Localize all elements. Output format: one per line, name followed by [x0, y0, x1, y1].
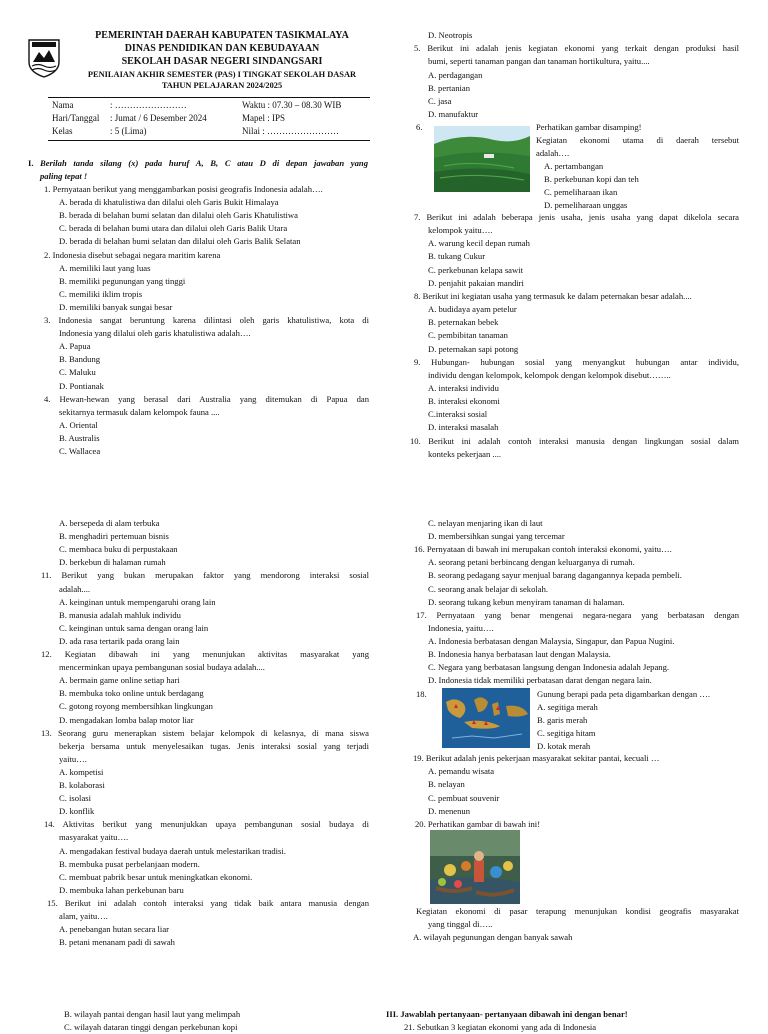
answer-option: C. nelayan menjaring ikan di laut [428, 518, 543, 528]
answer-option: D. Pontianak [59, 380, 104, 391]
answer-option: D. konflik [59, 806, 95, 817]
answer-option: C. pembibitan tanaman [428, 330, 508, 341]
section-instruction-2: paling tepat ! [40, 171, 88, 181]
floating-market-photo [430, 830, 520, 904]
answer-option: B. Indonesia hanya berbatasan laut dengan Malaysia. [428, 649, 611, 659]
question-stem: 8. Berikut ini kegiatan usaha yang termasuk ke dalam peternakan besar adalah.... [414, 290, 692, 301]
answer-option: B. memiliki pegunungan yang tinggi [59, 275, 186, 286]
answer-option: B. pertanian [428, 82, 470, 93]
header-line-3: SEKOLAH DASAR NEGERI SINDANGSARI [121, 56, 323, 67]
answer-option: C. memiliki iklim tropis [59, 288, 143, 299]
answer-option: B. petani menanam padi di sawah [59, 937, 175, 948]
hari-value: : Jumat / 6 Desember 2024 [110, 113, 207, 123]
question-stem: 5. Berikut ini adalah jenis kegiatan ekonomi yang terkait dengan produksi hasil [414, 43, 739, 54]
q18-option-d: D. kotak merah [537, 741, 591, 751]
question-text: masyarakat yaitu…. [59, 832, 129, 843]
question-stem: 4. Hewan-hewan yang berasal dari Australia yang ditemukan di Papua dan [44, 393, 369, 404]
question-text: Indonesia, yaitu…. [428, 622, 494, 633]
answer-option: A. kompetisi [59, 766, 104, 777]
answer-option: B. peternakan bebek [428, 317, 499, 328]
section-instruction-1: Berilah tanda silang (x) pada huruf A, B, C atau D di depan jawaban yang [40, 158, 368, 168]
answer-option: C. membaca buku di perpustakaan [59, 544, 178, 555]
answer-option: C. membuat pabrik besar untuk meningkatkan ekonomi. [59, 871, 253, 882]
answer-option: C. Negara yang berbatasan langsung dengan Indonesia adalah Jepang. [428, 662, 670, 673]
q6-option-b: B. perkebunan kopi dan teh [544, 174, 639, 184]
question-text: adalah.... [59, 583, 91, 594]
answer-option: C. gotong royong membersihkan lingkungan [59, 701, 213, 712]
answer-option: B. nelayan [428, 779, 465, 790]
answer-option: A. memiliki laut yang luas [59, 262, 151, 273]
q20-option-a: A. wilayah pegunungan dengan banyak sawah [413, 932, 573, 942]
answer-option: C. perkebunan kelapa sawit [428, 264, 523, 275]
answer-option: A. Oriental [59, 419, 98, 430]
answer-option: A. budidaya ayam petelur [428, 304, 517, 315]
q18-option-b: B. garis merah [537, 715, 588, 725]
answer-option: C. berada di belahan bumi utara dan dilalui oleh Garis Balik Utara [59, 223, 288, 234]
answer-option: D. ada rasa tertarik pada orang lain [59, 635, 180, 646]
answer-option: A. keinginan untuk mempengaruhi orang lain [59, 596, 216, 607]
question-text: mencerminkan upaya pembangunan sosial budaya adalah.... [59, 662, 265, 673]
question-stem: 12. Kegiatan dibawah ini yang menunjukan aktivitas masyarakat yang [41, 649, 369, 659]
question-stem: 9. Hubungan- hubungan sosial yang menyangkut hubungan antar individu, [414, 356, 739, 367]
question-text: individu dengan kelompok, kelompok dengan kelompok disebut…….. [428, 369, 671, 380]
footer-left-line-2: C. wilayah dataran tinggi dengan perkebunan kopi [64, 1022, 238, 1032]
question-stem: 2. Indonesia disebut sebagai negara maritim karena [44, 249, 221, 260]
answer-option: B. membuka toko online untuk berdagang [59, 688, 204, 699]
answer-option: B. menghadiri pertemuan bisnis [59, 531, 169, 542]
q6-line-1: Perhatikan gambar disamping! [536, 122, 642, 132]
section-3-heading: III. Jawablah pertanyaan- pertanyaan dibawah ini dengan benar! [386, 1009, 628, 1019]
q20-stem-2: yang tinggal di….. [428, 919, 493, 929]
q18-option-c: C. segitiga hitam [537, 728, 596, 738]
question-text: konteks pekerjaan .... [428, 448, 502, 459]
answer-option: B. kolaborasi [59, 780, 105, 790]
answer-option: D. berada di belahan bumi selatan dan dilalui oleh Garis Balik Selatan [59, 236, 301, 247]
question-text: bekerja bersama untuk menyelesaikan tugas. Jenis interaksi sosial yang terjadi [59, 740, 369, 751]
answer-option: A. pemandu wisata [428, 766, 495, 777]
answer-option: D. manufaktur [428, 109, 479, 120]
section-number: I. [28, 158, 34, 168]
question-stem: 3. Indonesia sangat beruntung karena dilintasi oleh garis khatulistiwa, kota di [44, 315, 369, 325]
answer-option: C. jasa [428, 96, 452, 106]
answer-option: C. seorang anak belajar di sekolah. [428, 583, 549, 594]
answer-option: B. Australis [59, 432, 100, 443]
answer-option: A. mengadakan festival budaya daerah untuk melestarikan tradisi. [59, 845, 286, 856]
hari-label: Hari/Tanggal [52, 113, 100, 123]
q6-option-a: A. pertambangan [544, 161, 604, 171]
answer-option: A. seorang petani berbincang dengan keluarganya di rumah. [428, 557, 635, 568]
question-stem: 13. Seorang guru menerapkan sistem belajar kelompok di kelasnya, di mana siswa [41, 727, 369, 738]
answer-option: D. memiliki banyak sungai besar [59, 301, 173, 312]
question-stem: 19. Berikut adalah jenis pekerjaan masyarakat sekitar pantai, kecuali … [413, 753, 660, 763]
mapel-value: Mapel : IPS [242, 113, 286, 123]
answer-option: C.interaksi sosial [428, 409, 488, 420]
header-line-2: DINAS PENDIDIKAN DAN KEBUDAYAAN [124, 43, 320, 54]
q20-stem-1: Kegiatan ekonomi di pasar terapung menunjukan kondisi geografis masyarakat [416, 906, 739, 916]
q18-stem: Gunung berapi pada peta digambarkan dengan …. [537, 689, 711, 699]
question-text: sekitarnya termasuk dalam kelompok fauna .... [59, 406, 220, 417]
answer-option: A. penebangan hutan secara liar [59, 924, 169, 935]
question-text: yaitu…. [59, 753, 87, 764]
question-stem: 16. Pernyataan di bawah ini merupakan contoh interaksi ekonomi, yaitu…. [414, 544, 672, 555]
answer-option: A. perdagangan [428, 69, 483, 80]
waktu-value: Waktu : 07.30 – 08.30 WIB [242, 100, 342, 110]
volcano-map-image [442, 688, 530, 748]
question-stem: 7. Berikut ini adalah beberapa jenis usaha, jenis usaha yang dapat dikelola secara [414, 212, 739, 222]
answer-option: A. bermain game online setiap hari [59, 675, 180, 686]
answer-option: B. seorang pedagang sayur menjual barang dagangannya kepada pembeli. [428, 570, 682, 581]
school-header [22, 28, 382, 94]
q18-number: 18. [416, 689, 427, 699]
header-line-4: PENILAIAN AKHIR SEMESTER (PAS) I TINGKAT SEKOLAH DASAR [87, 70, 357, 79]
answer-option: D. peternakan sapi potong [428, 343, 519, 354]
answer-option: D. membuka lahan perkebunan baru [59, 884, 184, 895]
question-text: kelompok yaitu…. [428, 225, 493, 236]
answer-option: A. berada di khatulistiwa dan dilalui oleh Garis Bukit Himalaya [59, 197, 279, 208]
question-stem: 17. Pernyataan yang benar mengenai negara-negara yang berbatasan dengan [416, 609, 739, 620]
question-stem: 14. Aktivitas berikut yang menunjukkan upaya pembangunan sosial budaya di [44, 819, 369, 830]
regency-logo-icon [26, 36, 62, 78]
kelas-value: : 5 (Lima) [110, 126, 147, 136]
answer-option: C. Wallacea [59, 446, 101, 456]
q6-option-c: C. pemeliharaan ikan [544, 187, 618, 197]
kelas-label: Kelas [52, 126, 73, 136]
nama-label: Nama [52, 100, 74, 110]
answer-option: D. seorang tukang kebun menyiram tanaman di halaman. [428, 596, 625, 607]
answer-option: D. interaksi masalah [428, 422, 499, 433]
answer-option: D. Neotropis [428, 30, 473, 40]
answer-option: D. berkebun di halaman rumah [59, 557, 166, 568]
header-line-5: TAHUN PELAJARAN 2024/2025 [161, 81, 283, 90]
question-stem: 10. Berikut ini adalah contoh interaksi manusia dengan lingkungan sosial dalam [410, 435, 739, 446]
answer-option: A. interaksi individu [428, 382, 499, 393]
answer-option: D. Indonesia tidak memiliki perbatasan darat dengan negara lain. [428, 675, 652, 686]
answer-option: C. Maluku [59, 367, 96, 378]
answer-option: A. Indonesia berbatasan dengan Malaysia, Singapur, dan Papua Nugini. [428, 635, 675, 646]
question-stem: 11. Berikut yang bukan merupakan faktor yang mendorong interaksi sosial [41, 570, 369, 581]
question-text: alam, yaitu…. [59, 911, 108, 921]
answer-option: B. membuka pusat perbelanjaan modern. [59, 858, 200, 869]
question-stem: 1. Pernyataan berikut yang menggambarkan posisi geografis Indonesia adalah…. [44, 184, 323, 194]
question-stem: 15. Berikut ini adalah contoh interaksi yang tidak baik antara manusia dengan [47, 897, 369, 908]
answer-option: B. tukang Cukur [428, 251, 486, 262]
answer-option: B. Bandung [59, 354, 101, 365]
answer-option: C. pembuat souvenir [428, 792, 500, 803]
q6-option-d: D. pemeliharaan unggas [544, 200, 628, 210]
nama-field[interactable]: : …………………… [110, 100, 187, 110]
footer-left-line: B. wilayah pantai dengan hasil laut yang melimpah [64, 1009, 241, 1019]
answer-option: B. manusia adalah mahluk individu [59, 609, 181, 620]
footer-right-line-2: 21. Sebutkan 3 kegiatan ekonomi yang ada di Indonesia [404, 1022, 597, 1032]
answer-option: A. Papua [59, 341, 91, 352]
answer-option: A. bersepeda di alam terbuka [59, 518, 160, 528]
student-info-box [48, 97, 370, 141]
tea-plantation-photo [434, 126, 530, 192]
q6-number: 6. [416, 122, 423, 132]
q6-line-3: adalah…. [536, 148, 570, 158]
answer-option: C. isolasi [59, 793, 91, 804]
answer-option: B. berada di belahan bumi selatan dan dilalui oleh Garis Khatulistiwa [59, 210, 298, 221]
q6-line-2: Kegiatan ekonomi utama di daerah tersebut [536, 135, 739, 145]
question-text: Indonesia yang dilalui oleh garis khatulistiwa adalah…. [59, 328, 251, 339]
answer-option: D. membersihkan sungai yang tercemar [428, 531, 565, 542]
header-line-1: PEMERINTAH DAERAH KABUPATEN TASIKMALAYA [95, 30, 349, 41]
answer-option: D. menenun [428, 805, 471, 816]
question-text: bumi, seperti tanaman pangan dan tanaman hortikultura, yaitu.... [428, 56, 650, 67]
answer-option: A. warung kecil depan rumah [428, 238, 530, 249]
answer-option: D. mengadakan lomba balap motor liar [59, 714, 194, 725]
answer-option: B. interaksi ekonomi [428, 396, 500, 407]
answer-option: D. penjahit pakaian mandiri [428, 277, 524, 288]
nilai-field[interactable]: Nilai : …………………… [242, 126, 339, 136]
answer-option: C. keinginan untuk sama dengan orang lain [59, 622, 209, 633]
question-stem: 20. Perhatikan gambar di bawah ini! [415, 819, 541, 829]
q18-option-a: A. segitiga merah [537, 702, 598, 712]
